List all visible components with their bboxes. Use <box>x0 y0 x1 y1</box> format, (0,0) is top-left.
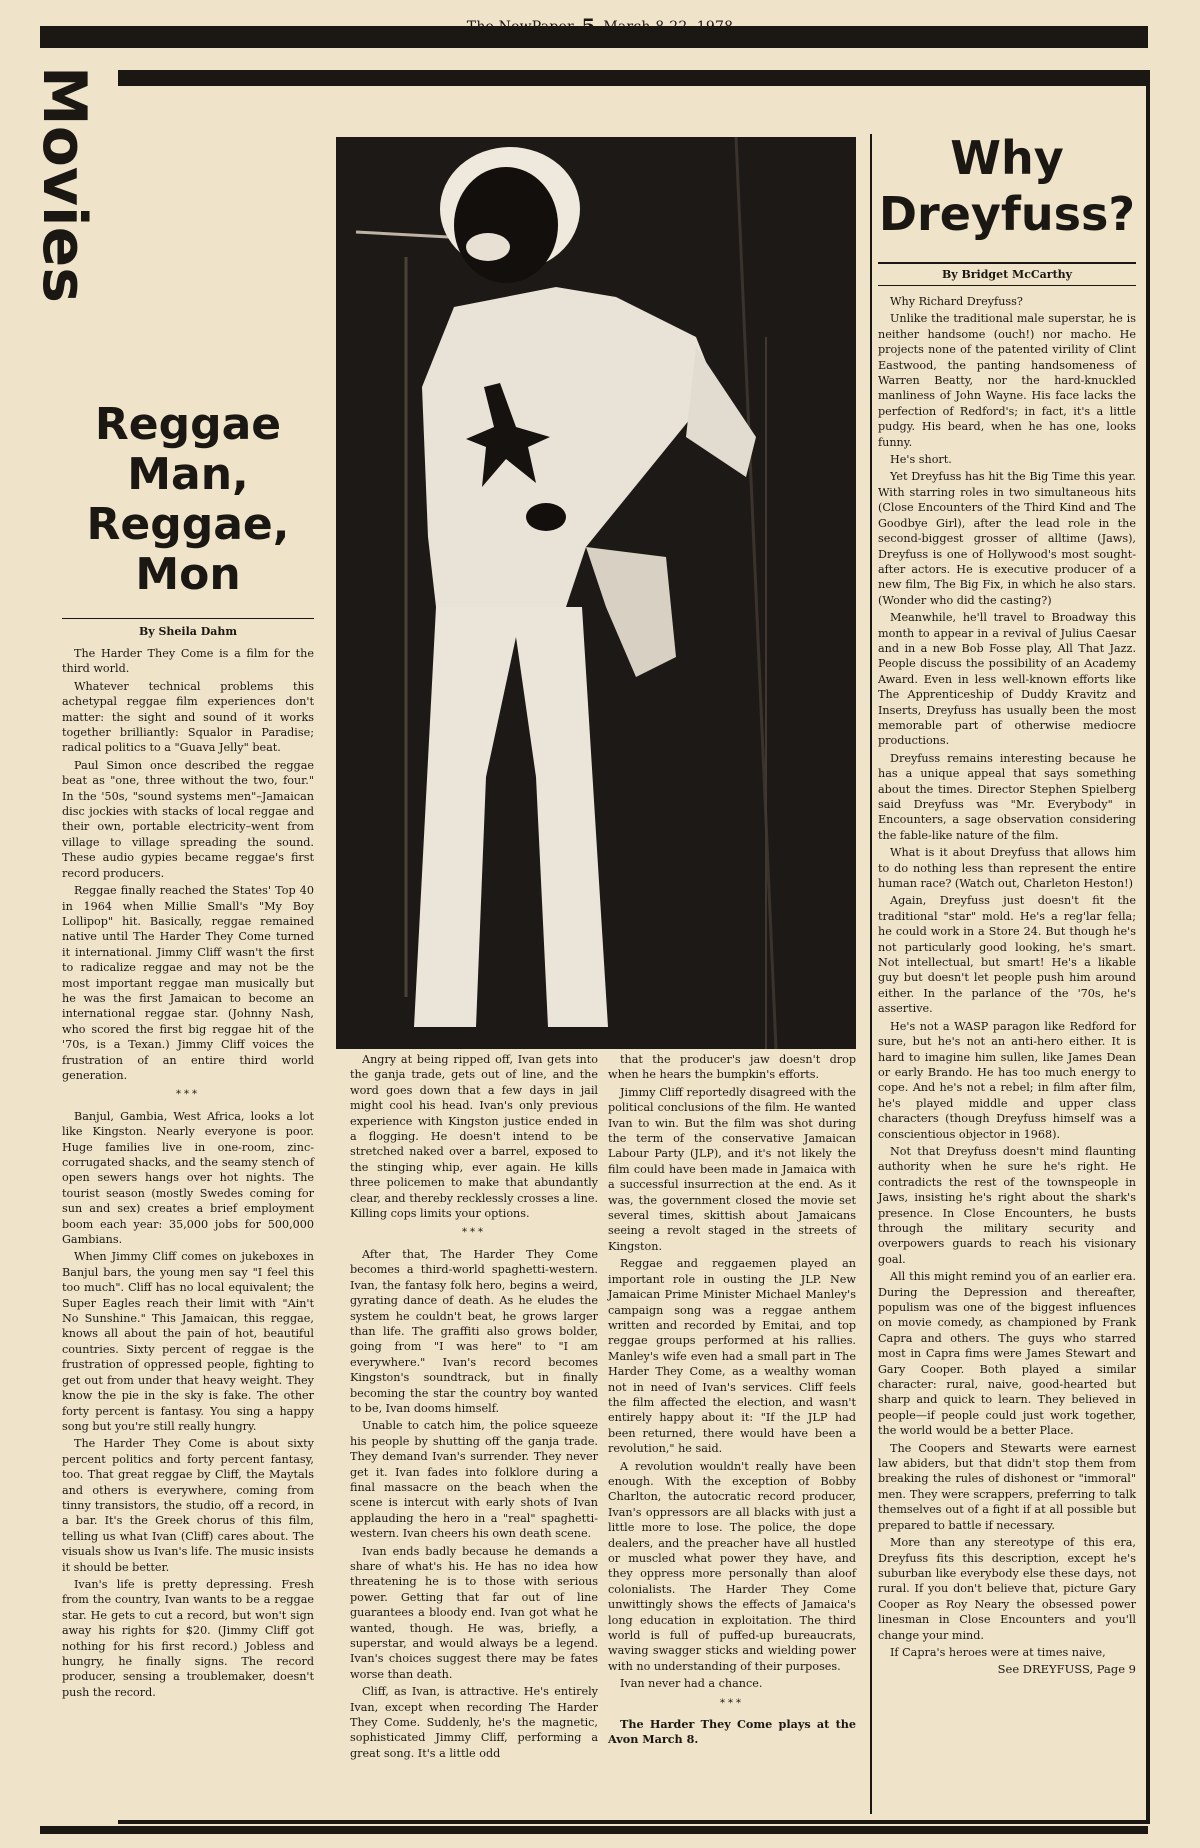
reggae-column-1 <box>62 400 314 1702</box>
paragraph: He's not a WASP paragon like Redford for sure, but he's not an anti-hero either. It is hard to imagine him sullen, like James Dean or early Brando. He has too much energy to cope. And he's not a rebel; in film after film, he's played middle and upper class characters (though Dreyfuss himself was a conscientious objector in 1968). <box>878 1019 1136 1141</box>
paragraph: Ivan's life is pretty depressing. Fresh from the country, Ivan wants to be a reggae star. He gets to cut a record, but won't sign away his rights for $20. (Jimmy Cliff got nothing for his first record.) Jobless and hungry, he finally signs. The record producer, sensing a troublemaker, doesn't push the record. <box>62 1577 314 1699</box>
paragraph: Cliff, as Ivan, is attractive. He's entirely Ivan, except when recording The Harder They Come. Suddenly, he's the magnetic, sophisticated Jimmy Cliff, performing a great song. It's a little odd <box>350 1685 598 1760</box>
reggae-column-3 <box>608 1052 856 1750</box>
paragraph: Paul Simon once described the reggae beat as "one, three without the two, four." In the '50s, "sound systems men"–Jamaican disc jockies with stacks of local reggae and their own, portable electricity–went from village to village spreading the sound. These audio gypies became reggae's first record producers. <box>62 758 314 880</box>
paragraph: Why Richard Dreyfuss? <box>890 295 1023 308</box>
section-label: Movies <box>29 66 99 304</box>
paragraph: Reggae finally reached the States' Top 40 in 1964 when Millie Small's "My Boy Lollipop" hit. Basically, reggae remained native until The Harder They Come turned it international. Jimmy Cliff wasn't the first to radicalize reggae and may not be the most important reggae man musically but he was the first Jamaican to become an international reggae star. (Johnny Nash, who scored the first big reggae hit of the '70s, is a Texan.) Jimmy Cliff voices the frustration of an entire third world generation. <box>62 884 314 1082</box>
section-break: *** <box>462 1227 486 1239</box>
reggae-column-2 <box>350 1052 598 1763</box>
paragraph: Reggae and reggaemen played an important role in ousting the JLP. New Jamaican Prime Minister Michael Manley's campaign song was a reggae anthem written and recorded by Emitai, and top reggae groups performed at his rallies. Manley's wife even had a small part in The Harder They Come, as a wealthy woman not in need of Ivan's services. Cliff feels the film affected the election, and wasn't entirely happy about it: "If the JLP had been returned, there would have been a revolution," he said. <box>608 1257 856 1456</box>
dreyfuss-byline: By Bridget McCarthy <box>878 262 1136 286</box>
paragraph: What is it about Dreyfuss that allows him to do nothing less than represent the entire human race? (Watch out, Charleton Heston!) <box>878 846 1136 891</box>
showing-info: The Harder They Come plays at the Avon March 8. <box>608 1717 856 1747</box>
paragraph: He's short. <box>890 453 952 467</box>
paragraph: The Harder They Come is about sixty percent politics and forty percent fantasy, too. That great reggae by Cliff, the Maytals and others is everywhere, coming from tinny transistors, the studio, off a record, in a bar. It's the Greek chorus of this film, telling us what Ivan (Cliff) cares about. The visuals show us Ivan's life. The music insists it should be better. <box>62 1437 314 1574</box>
paragraph: Jimmy Cliff reportedly disagreed with the political conclusions of the film. He wanted Ivan to win. But the film was shot during the term of the conservative Jamaican Labour Party (JLP), and it's not likely the film could have been made in Jamaica with a successful insurrection at the end. As it was, the government closed the movie set several times, skittish about Jamaicans seeing a revolt staged in the streets of Kingston. <box>608 1085 856 1253</box>
section-break: *** <box>720 1697 744 1709</box>
reggae-body-1 <box>62 646 314 1700</box>
paragraph: Ivan never had a chance. <box>620 1677 763 1691</box>
paragraph: Unlike the traditional male superstar, he is neither handsome (ouch!) nor macho. He projects none of the patented virility of Clint Eastwood, the panting handsomeness of Warren Beatty, nor the hard-knuckled manliness of John Wayne. His face lacks the perfection of Redford's; in fact, it's a little pudgy. His beard, when he has one, looks funny. <box>878 312 1136 449</box>
paragraph: A revolution wouldn't really have been enough. With the exception of Bobby Charlton, the autocratic record producer, Ivan's oppressors are all blacks with just a little more to lose. The police, the dope dealers, and the preacher have all hustled or muscled what power they have, and they oppress more personally than aloof colonialists. The Harder They Come unwittingly shows the effects of Jamaica's long education in exploitation. The third world is full of puffed-up bureaucrats, waving swagger sticks and wielding power with no understanding of their purposes. <box>608 1459 856 1673</box>
paragraph: Again, Dreyfuss just doesn't fit the traditional "star" mold. He's a reg'lar fella; he could work in a Store 24. But though he's not particularly good looking, he's smart. Not intellectual, but smart! He's a likable guy but doesn't let people push him around either. In the parlance of the '70s, he's assertive. <box>878 894 1136 1016</box>
paragraph: After that, The Harder They Come becomes a third-world spaghetti-western. Ivan, the fantasy folk hero, begins a weird, gyrating dance of death. As he eludes the system he couldn't beat, he grows larger than life. The graffiti also grows bolder, going from "I was here" to "I am everywhere." Ivan's record becomes Kingston's soundtrack, but in finally becoming the star the country boy wanted to be, Ivan dooms himself. <box>350 1247 598 1415</box>
paragraph: Unable to catch him, the police squeeze his people by shutting off the ganja trade. They demand Ivan's surrender. They never get it. Ivan fades into folklore during a final massacre on the beach when the scene is intercut with early shots of Ivan applauding the hero in a "real" spaghetti-western. Ivan cheers his own death scene. <box>350 1419 598 1541</box>
paragraph: If Capra's heroes were at times naive, <box>890 1645 1106 1659</box>
dreyfuss-column <box>878 130 1136 1676</box>
dreyfuss-headline: Why Dreyfuss? <box>878 131 1136 241</box>
section-break: *** <box>176 1089 200 1101</box>
paragraph: The Coopers and Stewarts were earnest law abiders, but that didn't stop them from breaking the rules of dishonest or "immoral" men. They were scrappers, preferring to talk themselves out of a fight if at all possible but prepared to battle if necessary. <box>878 1441 1136 1532</box>
paragraph: Yet Dreyfuss has hit the Big Time this year. With starring roles in two simultaneous hits (Close Encounters of the Third Kind and The Goodbye Girl), after the lead role in the second-biggest grosser of alltime (Jaws), Dreyfuss is one of Hollywood's most sought-after actors. He is executive producer of a new film, The Big Fix, in which he also stars. (Wonder who did the casting?) <box>878 470 1136 607</box>
paragraph: Banjul, Gambia, West Africa, looks a lot like Kingston. Nearly everyone is poor. Huge families live in one-room, zinc-corrugated shacks, and the seamy stench of open sewers hangs over hot nights. The tourist season (mostly Swedes coming for sun and sex) creates a brief employment boom each year: 35,000 jobs for 500,000 Gambians. <box>62 1109 314 1247</box>
paragraph: When Jimmy Cliff comes on jukeboxes in Banjul bars, the young men say "I feel this too much". Cliff has no local equivalent; the Super Eagles reach their limit with "Ain't No Sunshine." This Jamaican, this reggae, knows all about the pain of hot, beautiful countries. Sixty percent of reggae is the frustration of oppressed people, fighting to get out from under that heavy weight. They know the pie in the sky is fake. The other forty percent is fantasy. You sing a happy song but you're still really hungry. <box>62 1250 314 1433</box>
paragraph: All this might remind you of an earlier era. During the Depression and thereafter, populism was one of the biggest influences on movie comedy, as championed by Frank Capra and others. The guys who starred most in Capra fims were James Stewart and Gary Cooper. Both played a similar character: rural, naive, good-hearted but sharp and quick to learn. They believed in people—if people could just work together, the world would be a better Place. <box>878 1270 1136 1438</box>
reggae-headline: Reggae Man, Reggae, Mon <box>86 399 290 600</box>
top-rule <box>40 26 1148 48</box>
paragraph: The Harder They Come is a film for the third world. <box>62 647 314 676</box>
paragraph: that the producer's jaw doesn't drop when he hears the bumpkin's efforts. <box>608 1053 856 1082</box>
bottom-rule <box>40 1826 1148 1834</box>
paragraph: Whatever technical problems this achetypal reggae film experiences don't matter: the sight and sound of it works together brilliantly: Squalor in Paradise; radical politics to a "Guava Jelly" beat. <box>62 679 314 755</box>
continued-jump-line: See DREYFUSS, Page 9 <box>997 1662 1136 1677</box>
paragraph: Angry at being ripped off, Ivan gets into the ganja trade, gets out of line, and the word goes down that a few days in jail might cool his head. Ivan's only previous experience with Kingston justice ended in a flogging. He doesn't intend to be stretched naked over a barrel, exposed to the stinging whip, ever again. He kills three policemen to make that abundantly clear, and thereby recklessly crosses a line. Killing cops limits your options. <box>350 1053 598 1221</box>
paragraph: Meanwhile, he'll travel to Broadway this month to appear in a revival of Julius Caesar and in a new Bob Fosse play, All That Jazz. People discuss the possibility of an Academy Award. Even in less well-known efforts like The Apprenticeship of Duddy Kravitz and Inserts, Dreyfuss has usually been the most memorable part of otherwise mediocre productions. <box>878 611 1136 748</box>
paragraph: Not that Dreyfuss doesn't mind flaunting authority when he sure he's right. He contradicts the rest of the townspeople in Jaws, insisting he's right about the shark's presence. In Close Encounters, he busts through the military security and overpowers guards to reach his visionary goal. <box>878 1144 1136 1266</box>
reggae-byline: By Sheila Dahm <box>62 618 314 638</box>
jimmy-cliff-photo <box>336 137 856 1049</box>
paragraph: Ivan ends badly because he demands a share of what's his. He has no idea how threatening he is to those with serious power. Getting that far out of line guarantees a bloody end. Ivan got what he wanted, though. He was, briefly, a superstar, and would always be a legend. Ivan's choices suggest there may be fates worse than death. <box>350 1544 598 1681</box>
dreyfuss-body <box>878 294 1136 1660</box>
paragraph: Dreyfuss remains interesting because he has a unique appeal that says something about the times. Director Stephen Spielberg said Dreyfuss was "Mr. Everybody" in Encounters, a sage observation considering the fable-like nature of the film. <box>878 751 1136 842</box>
paragraph: More than any stereotype of this era, Dreyfuss fits this description, except he's suburban like everybody else these days, not rural. If you don't believe that, picture Gary Cooper as Roy Neary the obsessed power linesman in Close Encounters and you'll change your mind. <box>878 1536 1136 1642</box>
column-divider <box>870 134 872 1814</box>
